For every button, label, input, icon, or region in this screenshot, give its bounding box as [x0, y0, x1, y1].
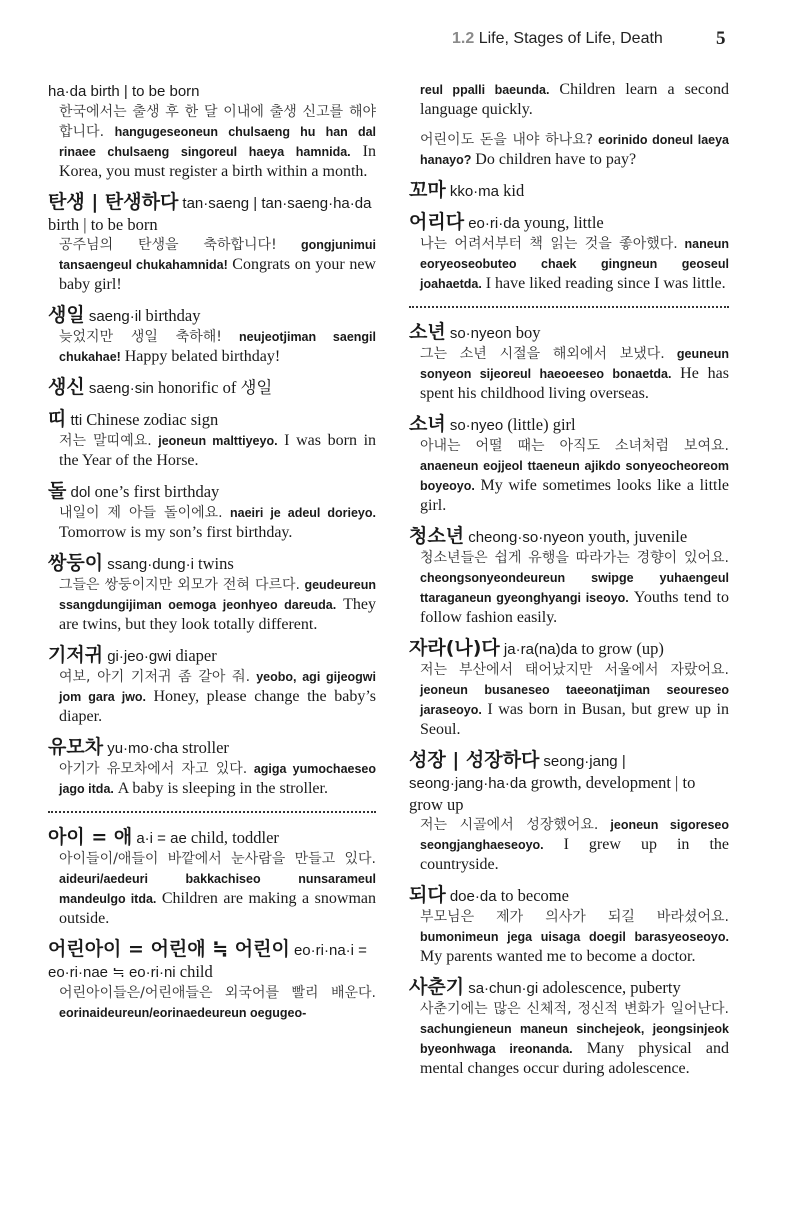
example-sentence — [48, 849, 376, 929]
dictionary-entry — [48, 939, 376, 1023]
headword-definition: youth, juvenile — [588, 527, 688, 546]
example-romanization: jeoneun malttiyeyo. — [158, 434, 278, 448]
example-romanization: bumonimeun jega uisaga doegil barasyeoseoyo. — [420, 930, 729, 944]
dictionary-entry — [409, 180, 729, 202]
headword-korean: 되다 — [409, 884, 446, 906]
headword-korean: 소녀 — [409, 413, 446, 435]
headword-korean: 소년 — [409, 321, 446, 343]
example-english: A baby is sleeping in the stroller. — [117, 780, 328, 797]
headword-romanization: eo·ri·na·i = eo·ri·nae ≒ eo·ri·ni — [48, 942, 367, 981]
example-romanization: neujeotjiman saengil chukahae! — [59, 330, 376, 364]
example-korean: 어린아이들은/어린애들은 외국어를 빨리 배운다. — [59, 985, 376, 1001]
example-romanization: agiga yumochaeseo jago itda. — [59, 762, 377, 796]
entry-headword — [409, 414, 729, 436]
example-english: Tomorrow is my son’s first birthday. — [59, 524, 293, 541]
example-romanization: geuneun sonyeon sijeoreul haeoeeseo bonaetda. — [420, 347, 730, 381]
entry-headword — [48, 645, 376, 667]
dictionary-entry — [48, 481, 376, 543]
example-sentence — [409, 548, 729, 628]
headword-romanization: so·nyeo — [449, 417, 504, 434]
dictionary-entry — [48, 305, 376, 367]
example-english: I grew up in the countryside. — [420, 836, 729, 873]
example-romanization: hangugeseoneun chulsaeng hu han dal rinaee chulsaeng singoreul haeya hamnida. — [59, 125, 377, 159]
dictionary-entry — [409, 130, 729, 170]
example-english: I have liked reading since I was little. — [485, 275, 726, 292]
example-korean: 청소년들은 쉽게 유행을 따라가는 경향이 있어요. — [420, 550, 729, 566]
example-korean: 아기가 유모차에서 자고 있다. — [59, 761, 248, 777]
headword-korean: 돌 — [48, 480, 67, 502]
headword-korean: 생신 — [48, 376, 85, 398]
example-korean: 저는 말띠예요. — [59, 433, 152, 449]
example-korean: 여보, 아기 기저귀 좀 갈아 줘. — [59, 669, 251, 685]
example-korean: 나는 어려서부터 책 읽는 것을 좋아했다. — [420, 236, 678, 252]
entry-headword — [409, 322, 729, 344]
headword-definition: kid — [503, 181, 525, 200]
headword-romanization: kko·ma — [449, 183, 500, 200]
dictionary-entry — [409, 750, 729, 875]
entry-headword — [48, 481, 376, 503]
example-romanization: gongjunimui tansaengeul chukahamnida! — [59, 238, 376, 272]
headword-romanization: tti — [70, 412, 83, 429]
headword-romanization: eo·ri·da — [468, 215, 520, 232]
headword-romanization: so·nyeon — [449, 325, 512, 342]
headword-korean: 청소년 — [409, 525, 465, 547]
dictionary-entry — [409, 80, 729, 120]
entry-headword — [48, 939, 376, 983]
dictionary-entry — [409, 638, 729, 740]
entry-headword — [409, 526, 729, 548]
example-sentence — [409, 344, 729, 404]
example-english: Children learn a second language quickly. — [420, 81, 730, 118]
headword-definition: one’s first birthday — [94, 482, 220, 501]
example-english: In Korea, you must register a birth within a month. — [59, 143, 376, 180]
headword-romanization: cheong·so·nyeon — [468, 529, 585, 546]
right-column — [409, 80, 729, 1089]
example-english: I was born in Busan, but grew up in Seoul. — [420, 701, 730, 738]
dictionary-entry — [48, 827, 376, 929]
headword-korean: 사춘기 — [409, 976, 465, 998]
headword-definition: young, little — [524, 213, 604, 232]
running-header — [452, 30, 729, 52]
example-korean: 한국에서는 출생 후 한 달 이내에 출생 신고를 해야 합니다. — [59, 104, 376, 140]
example-english: They are twins, but they look totally different. — [59, 596, 377, 633]
entry-headword — [409, 977, 729, 999]
headword-korean: 성장 | 성장하다 — [409, 749, 540, 771]
example-sentence — [48, 235, 376, 295]
headword-definition: birth | to be born — [48, 215, 158, 234]
dictionary-entry — [48, 377, 376, 399]
dictionary-entry — [409, 322, 729, 404]
example-korean: 공주님의 탄생을 축하합니다! — [59, 237, 277, 253]
entry-headword — [409, 180, 729, 202]
entry-headword — [48, 305, 376, 327]
dictionary-entry — [48, 737, 376, 799]
example-romanization: aideuri/aedeuri bakkachiseo nunsarameul mandeulgo itda. — [59, 872, 376, 906]
entry-headword — [48, 192, 376, 235]
headword-definition: twins — [198, 554, 234, 573]
headword-definition: birthday — [145, 306, 201, 325]
headword-romanization: doe·da — [449, 888, 497, 905]
example-romanization: eorinido doneul laeya hanayo? — [420, 133, 730, 167]
headword-definition: boy — [515, 323, 541, 342]
example-korean: 저는 부산에서 태어났지만 서울에서 자랐어요. — [420, 662, 729, 678]
example-sentence — [48, 575, 376, 635]
headword-definition: growth, development | to grow up — [409, 773, 696, 814]
dictionary-entry — [409, 526, 729, 628]
headword-definition: to grow (up) — [581, 639, 664, 658]
headword-definition: child, toddler — [190, 828, 279, 847]
headword-definition: diaper — [175, 646, 217, 665]
example-sentence — [409, 234, 729, 294]
example-english: Honey, please change the baby’s diaper. — [59, 688, 376, 725]
headword-korean: 쌍둥이 — [48, 552, 104, 574]
example-romanization: yeobo, agi gijeogwi jom gara jwo. — [59, 670, 377, 704]
example-english: Children are making a snowman outside. — [59, 890, 377, 927]
headword-korean: 어리다 — [409, 211, 465, 233]
example-sentence — [409, 130, 729, 170]
example-english: Happy belated birthday! — [124, 348, 281, 365]
entry-headword — [48, 80, 376, 102]
example-romanization: geudeureun ssangdungijiman oemoga jeonhyeo dareuda. — [59, 578, 376, 612]
dictionary-entry — [48, 192, 376, 295]
section-title: Life, Stages of Life, Death — [478, 30, 663, 47]
example-korean: 아내는 어떨 때는 아직도 소녀처럼 보여요. — [420, 438, 729, 454]
example-sentence — [48, 327, 376, 367]
headword-korean: 기저귀 — [48, 644, 104, 666]
page-number: 5 — [716, 28, 726, 49]
example-korean: 그들은 쌍둥이지만 외모가 전혀 다르다. — [59, 577, 300, 593]
example-korean: 내일이 제 아들 돌이에요. — [59, 505, 223, 521]
example-sentence — [48, 102, 376, 182]
headword-korean: 꼬마 — [409, 179, 446, 201]
example-korean: 부모님은 제가 의사가 되길 바라셨어요. — [420, 909, 729, 925]
headword-romanization: ha·da birth | to be born — [48, 83, 200, 100]
headword-romanization: sa·chun·gi — [468, 980, 539, 997]
example-sentence — [409, 436, 729, 516]
example-romanization: sachungieneun maneun sinchejeok, jeongsinjeok byeonhwaga ireonanda. — [420, 1022, 729, 1056]
headword-romanization: saeng·il — [88, 308, 142, 325]
dictionary-entry — [48, 553, 376, 635]
left-column — [48, 80, 376, 1033]
example-sentence — [48, 503, 376, 543]
entry-headword — [409, 638, 729, 660]
example-romanization: anaeneun eojjeol ttaeneun ajikdo sonyeocheoreom boyeoyo. — [420, 459, 729, 493]
headword-romanization: dol — [70, 484, 91, 501]
headword-definition: Chinese zodiac sign — [86, 410, 219, 429]
example-sentence — [48, 667, 376, 727]
headword-korean: 자라(나)다 — [409, 637, 500, 659]
headword-korean: 탄생 | 탄생하다 — [48, 191, 179, 213]
example-english: My parents wanted me to become a doctor. — [420, 948, 696, 965]
example-romanization: jeoneun busaneseo taeeonatjiman seoureseo jaraseoyo. — [420, 683, 729, 717]
headword-definition: stroller — [182, 738, 229, 757]
dictionary-entry — [409, 212, 729, 294]
dictionary-entry — [48, 409, 376, 471]
dictionary-entry — [409, 977, 729, 1079]
headword-romanization: ssang·dung·i — [107, 556, 194, 573]
headword-definition: honorific of 생일 — [158, 378, 273, 397]
example-english: He has spent his childhood living overseas. — [420, 365, 730, 402]
headword-romanization: tan·saeng | tan·saeng·ha·da — [182, 195, 372, 212]
entry-headword — [48, 409, 376, 431]
example-english: I was born in the Year of the Horse. — [59, 432, 377, 469]
entry-headword — [48, 553, 376, 575]
example-english: Congrats on your new baby girl! — [59, 256, 376, 293]
dictionary-entry — [48, 80, 376, 182]
headword-korean: 띠 — [48, 408, 67, 430]
headword-korean: 어린아이 = 어린애 ≒ 어린이 — [48, 938, 290, 960]
headword-definition: child — [179, 962, 213, 981]
headword-definition: adolescence, puberty — [542, 978, 681, 997]
example-english: Do children have to pay? — [475, 151, 637, 168]
example-english: Youths tend to follow fashion easily. — [420, 589, 730, 626]
example-sentence — [48, 431, 376, 471]
headword-definition: to become — [500, 886, 569, 905]
example-sentence — [409, 999, 729, 1079]
example-romanization: naeiri je adeul dorieyo. — [229, 506, 376, 520]
dictionary-entry — [409, 885, 729, 967]
example-romanization: reul ppalli baeunda. — [420, 83, 550, 97]
headword-romanization: ja·ra(na)da — [503, 641, 578, 658]
example-korean: 아이들이/애들이 바깥에서 눈사람을 만들고 있다. — [59, 851, 376, 867]
example-korean: 저는 시골에서 성장했어요. — [420, 817, 599, 833]
example-korean: 그는 소년 시절을 해외에서 보냈다. — [420, 346, 665, 362]
example-korean: 늦었지만 생일 축하해! — [59, 329, 222, 345]
example-korean: 어린이도 돈을 내야 하나요? — [420, 132, 594, 148]
entry-headword — [409, 750, 729, 815]
entry-headword — [48, 827, 376, 849]
example-romanization: jeoneun sigoreseo seongjanghaeseoyo. — [420, 818, 729, 852]
example-english: My wife sometimes looks like a little girl. — [420, 477, 730, 514]
dictionary-entry — [48, 645, 376, 727]
dotted-divider — [409, 306, 729, 308]
headword-korean: 유모차 — [48, 736, 104, 758]
headword-korean: 아이 = 애 — [48, 826, 133, 848]
entry-headword — [48, 377, 376, 399]
headword-romanization: gi·jeo·gwi — [107, 648, 172, 665]
example-sentence — [409, 907, 729, 967]
example-sentence — [48, 759, 376, 799]
headword-romanization: yu·mo·cha — [107, 740, 179, 757]
entry-headword — [48, 737, 376, 759]
dictionary-entry — [409, 414, 729, 516]
entry-headword — [409, 885, 729, 907]
headword-definition: (little) girl — [507, 415, 576, 434]
example-sentence — [409, 80, 729, 120]
example-sentence — [48, 983, 376, 1023]
section-number: 1.2 — [452, 30, 475, 47]
example-english: Many physical and mental changes occur during adolescence. — [420, 1040, 730, 1077]
entry-headword — [409, 212, 729, 234]
example-romanization: eorinaideureun/eorinaedeureun oegugeo- — [59, 1006, 307, 1020]
dotted-divider — [48, 811, 376, 813]
headword-romanization: seong·jang | seong·jang·ha·da — [409, 753, 626, 792]
headword-romanization: saeng·sin — [88, 380, 154, 397]
example-sentence — [409, 815, 729, 875]
example-korean: 사춘기에는 많은 신체적, 정신적 변화가 일어난다. — [420, 1001, 729, 1017]
headword-korean: 생일 — [48, 304, 85, 326]
example-romanization: naneun eoryeoseobuteo chaek gingneun geoseul joahaetda. — [420, 237, 729, 291]
example-romanization: cheongsonyeondeureun swipge yuhaengeul ttaraganeun gyeonghyangi iseoyo. — [420, 571, 729, 605]
example-sentence — [409, 660, 729, 740]
headword-romanization: a·i = ae — [136, 830, 187, 847]
